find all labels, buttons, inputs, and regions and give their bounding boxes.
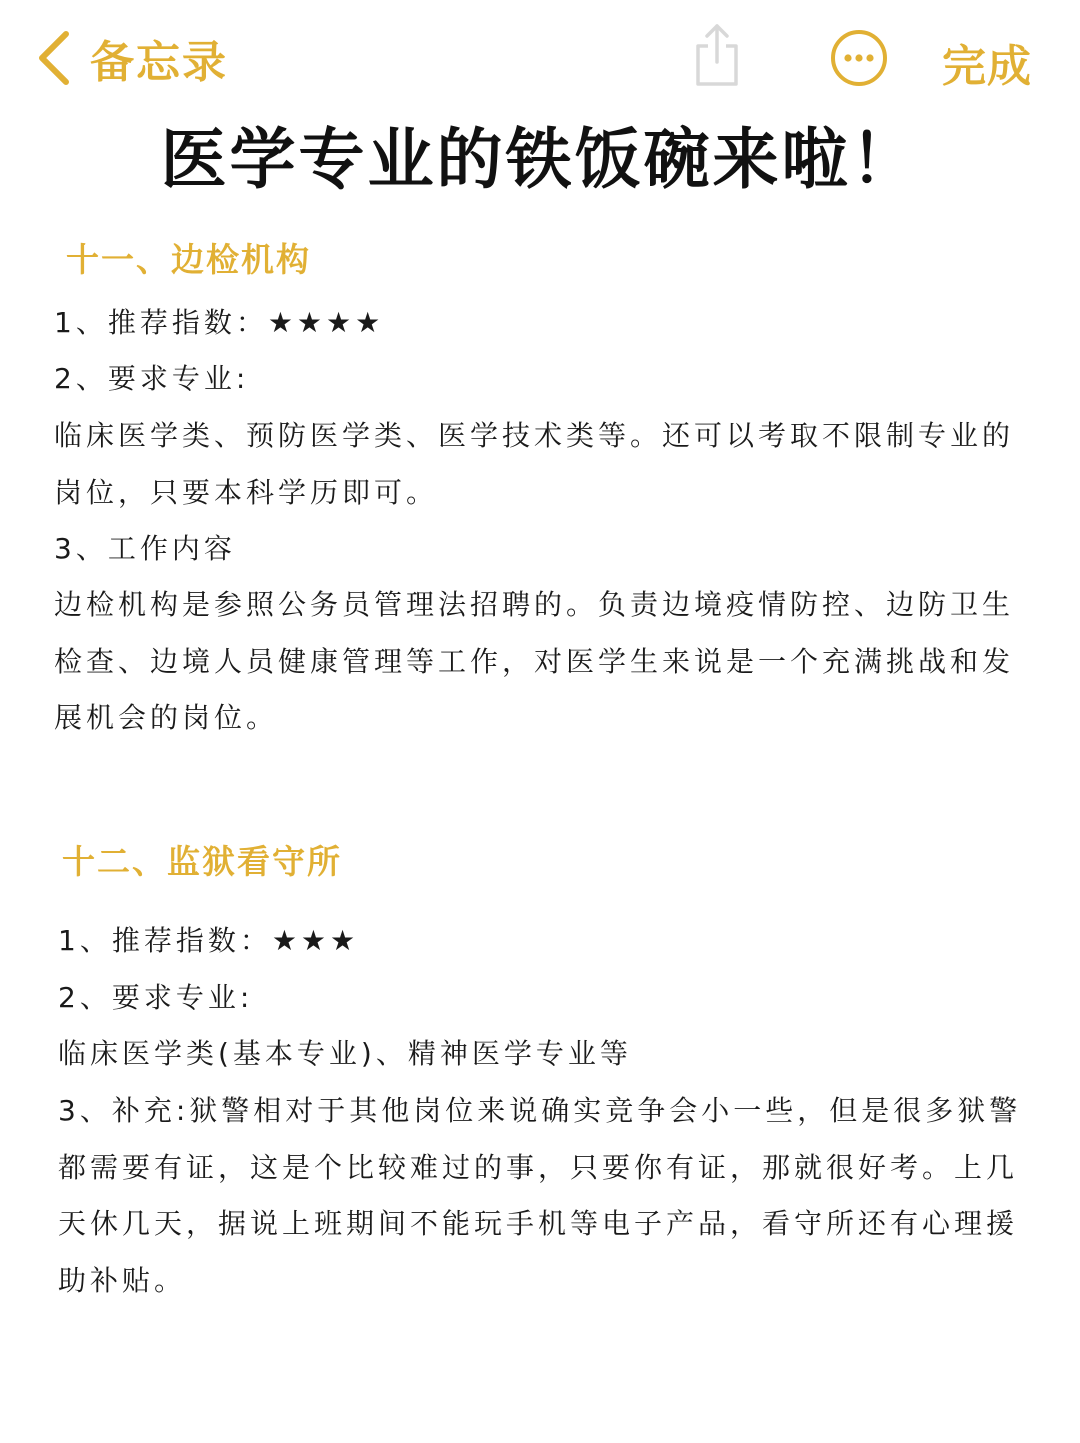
majors-label: 2、要求专业: <box>58 981 254 1014</box>
back-label: 备忘录 <box>90 37 228 88</box>
majors-label: 2、要求专业: <box>54 362 250 395</box>
more-icon <box>830 72 888 91</box>
more-button[interactable] <box>830 29 888 87</box>
done-button[interactable]: 完成 <box>942 41 1032 92</box>
rating-line: 1、推荐指数：★★★★ <box>54 306 385 339</box>
section-heading: 十一、边检机构 <box>66 240 311 279</box>
majors-text: 临床医学类(基本专业)、精神医学专业等 <box>58 1037 632 1070</box>
navigation-bar <box>0 0 1080 115</box>
rating-line: 1、推荐指数：★★★ <box>58 924 360 957</box>
majors-text: 临床医学类、预防医学类、医学技术类等。还可以考取不限制专业的岗位，只要本科学历即可。 <box>54 419 1015 509</box>
content-text: 边检机构是参照公务员管理法招聘的。负责边境疫情防控、边防卫生检查、边境人员健康管理等工作，对医学生来说是一个充满挑战和发展机会的岗位。 <box>54 588 1015 734</box>
section-heading: 十二、监狱看守所 <box>62 842 342 881</box>
note-title: 医学专业的铁饭碗来啦！ <box>160 121 920 198</box>
content-label: 3、工作内容 <box>54 532 236 565</box>
share-button[interactable] <box>690 20 744 90</box>
chevron-left-icon <box>36 30 70 86</box>
share-icon <box>690 75 744 94</box>
supplement-text: 3、补充:狱警相对于其他岗位来说确实竞争会小一些，但是很多狱警都需要有证，这是个比较难过的事，只要你有证，那就很好考。上几天休几天，据说上班期间不能玩手机等电子产品，看守所还有心理援助补贴。 <box>58 1094 1022 1297</box>
back-button[interactable] <box>36 28 228 88</box>
